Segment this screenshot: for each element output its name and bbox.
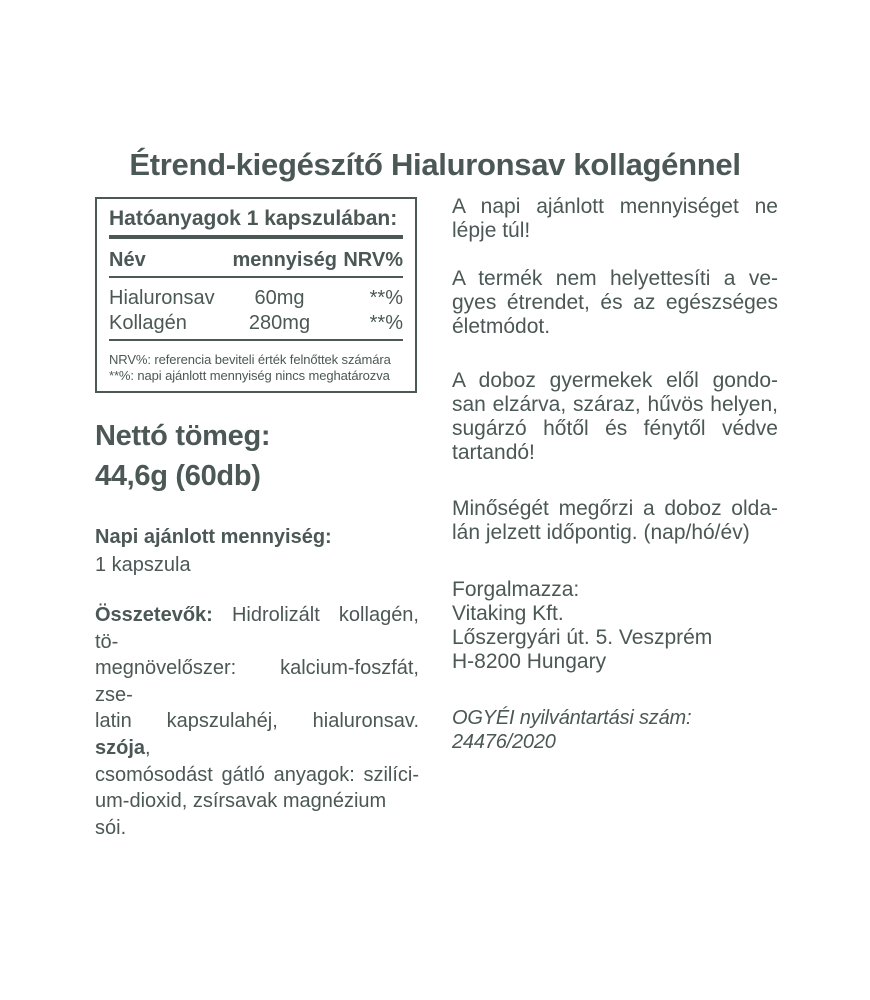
text-segment: A napi ajánlott mennyiséget ne (452, 195, 778, 218)
text-segment: Minőségét megőrzi a doboz olda- (452, 497, 778, 520)
ingredients-paragraph (95, 602, 419, 841)
warning-dosage (452, 195, 778, 243)
text-line (452, 602, 778, 626)
text-segment: Vitaking Kft. (452, 602, 564, 625)
text-segment: lépje túl! (452, 219, 531, 242)
text-segment: gyes étrendet, és az egészséges (452, 291, 778, 314)
text-line (95, 708, 419, 761)
text-line (452, 521, 778, 545)
warning-storage (452, 369, 778, 465)
facts-box-header: Hatóanyagok 1 kapszulában: (109, 207, 398, 230)
footnote-asterisk: **%: napi ajánlott mennyiség nincs meghatározva (109, 368, 390, 383)
text-line (95, 762, 419, 789)
ingredient-amount: 280mg (232, 310, 326, 340)
ingredient-name: Kollagén (109, 310, 232, 340)
warning-shelf-life (452, 497, 778, 545)
text-line (452, 497, 778, 521)
ingredient-name: Hialuronsav (109, 287, 215, 309)
text-line (452, 393, 778, 417)
text-segment: latin kapszulahéj, hialuronsav. (95, 710, 419, 733)
text-segment: um-dioxid, zsírsavak magnézium sói. (95, 790, 387, 839)
bold-text-segment: Összetevők: (95, 604, 213, 626)
text-line (95, 788, 419, 841)
text-line (95, 655, 419, 708)
distributor-block (452, 578, 778, 674)
text-segment: megnövelőszer: kalcium-foszfát, zse- (95, 657, 419, 706)
product-title: Étrend-kiegészítő Hialuronsav kollagénnel (129, 147, 741, 182)
column-header-name: Név (109, 239, 232, 277)
daily-amount-label: Napi ajánlott mennyiség: (95, 526, 332, 548)
facts-table (109, 239, 403, 341)
text-line (95, 602, 419, 655)
active-ingredients-box (95, 197, 417, 393)
text-segment: A termék nem helyettesíti a ve- (452, 267, 778, 290)
bold-text-segment: szója (95, 736, 146, 759)
text-segment: san elzárva, száraz, hűvös helyen, (452, 393, 778, 416)
text-line (452, 417, 778, 441)
text-line (452, 219, 778, 243)
net-weight-block (95, 416, 270, 496)
net-weight-label: Nettó tömeg: (95, 420, 271, 452)
text-line (452, 650, 778, 674)
facts-table-header-row (109, 239, 403, 277)
text-segment: Lőszergyári út. 5. Veszprém (452, 626, 713, 649)
text-line (452, 267, 778, 291)
text-segment: tartandó! (452, 441, 535, 464)
text-line (452, 195, 778, 219)
text-segment: Hidrolizált kollagén, tö- (95, 604, 419, 653)
text-line (452, 626, 778, 650)
right-column (452, 195, 778, 754)
text-segment: lán jelzett időpontig. (nap/hó/év) (452, 521, 750, 544)
text-segment: csomósodást gátló anyagok: szilíci- (95, 763, 419, 786)
daily-amount-value: 1 kapszula (95, 554, 191, 576)
registration-number: OGYÉI nyilvántartási szám: 24476/2020 (452, 707, 692, 753)
text-line (452, 578, 778, 602)
daily-amount-block (95, 524, 332, 579)
footnote-nrv: NRV%: referencia beviteli érték felnőttek számára (109, 352, 391, 367)
text-segment: sugárzó hőtől és fénytől védve (452, 417, 778, 440)
table-row (109, 277, 403, 310)
text-segment: A doboz gyermekek elől gondo- (452, 369, 778, 392)
warning-diet (452, 267, 778, 339)
text-segment: életmódot. (452, 315, 551, 338)
ingredient-nrv: **% (369, 287, 403, 309)
text-segment: H-8200 Hungary (452, 650, 607, 673)
column-header-amount: mennyiség (232, 239, 326, 277)
text-segment: , (145, 736, 151, 759)
ingredient-amount: 60mg (254, 287, 305, 309)
net-weight-value: 44,6g (60db) (95, 460, 261, 492)
text-line (452, 315, 778, 339)
text-line (452, 441, 778, 465)
ingredient-nrv: **% (327, 310, 403, 340)
column-header-nrv: NRV% (327, 239, 403, 277)
text-line (452, 291, 778, 315)
text-line (452, 369, 778, 393)
footnotes (109, 352, 403, 384)
table-row (109, 310, 403, 340)
text-segment: Forgalmazza: (452, 578, 580, 601)
